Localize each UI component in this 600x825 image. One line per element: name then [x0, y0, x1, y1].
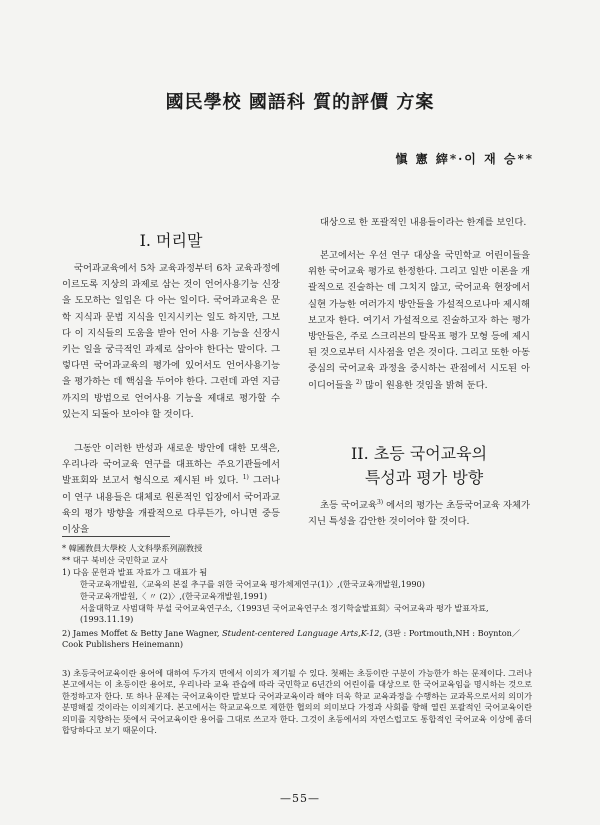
footnote-ref-1: 1) — [242, 474, 249, 482]
section-2-heading-line-2: 특성과 평가 방향 — [364, 468, 484, 487]
footnote-rule — [62, 536, 170, 537]
right-paragraph-2 — [308, 248, 530, 394]
footnote-2 — [62, 628, 532, 651]
footnote-ref-3: 3) — [376, 498, 384, 506]
paragraph-text: 에서의 평가는 초등국어교육 자체가 지닌 특성을 감안한 것이어야 할 것이다. — [308, 500, 530, 528]
right-paragraph-1: 대상으로 한 포괄적인 내용들이라는 한계를 보인다. — [320, 217, 527, 228]
section-2-heading-line-1: II. 초등 국어교육의 — [350, 444, 488, 463]
section-1-paragraph-1: 국어과교육에서 5차 교육과정부터 6차 교육과정에 이르도록 지상의 과제로 삼는 것이 언어사용기능 신장을 도모하는 일임은 다 아는 일이다. 국어과교육은 문학 지식과 문법 지식을 인지시키는 일도 하지만, 그보다 이 지식들의 도움을 받아 언어 사용 기능을 신장시키는 일을 궁극적인 과제로 삼아야 한다는 말이다. 그렇다면 국어과교육의 평가에 있어서도 언어사용기능을 평가하는 데 핵심을 두어야 한다. 그런데 과연 지금까지의 방법으로 언어사용 기능을 제대로 평가할 수 있는지 되돌아 보아야 할 것이다. — [62, 263, 280, 420]
section-2-heading — [308, 442, 530, 490]
paragraph-text: 초등 국어교육 — [320, 500, 377, 511]
section-1-paragraph-2 — [62, 441, 280, 538]
footnote-affiliation-2: ** 대구 북비산 국민학교 교사 — [62, 555, 168, 565]
paragraph-text: 많이 원용한 것임을 밝혀 둔다. — [362, 379, 488, 391]
footnote-1-ref-2: 한국교육개발원,〈 〃 (2)〉,(한국교육개발원,1991) — [80, 591, 268, 601]
paragraph-text: 본고에서는 우선 연구 대상을 국민학교 어린이들을 위한 국어교육 평가로 한정한다. 그리고 일반 이론을 개괄적으로 진술하는 데 그치지 않고, 국어교육 현장에서 실현 가능한 여러가지 방안들을 가설적으로나마 제시해보고자 한다. 여기서 가설적으로 진술하고자 하는 평가방안들은, 주로 스크리븐의 탈목표 평가 모형 등에 제시된 것으로부터 시사점을 얻은 것이다. 그리고 또한 아동 중심의 국어교육 과정을 중시하는 관점에서 시도된 아이디어들을 — [308, 250, 530, 391]
paragraph-text: 그러나 이 연구 내용들은 대체로 원론적인 입장에서 국어과교육의 평가 방향을 개괄적으로 다루든가, 아니면 중등 이상을 — [62, 475, 280, 536]
footnote-1-head: 1) 다음 문헌과 발표 자료가 그 대표가 됨 — [62, 567, 208, 577]
section-2-paragraph-1 — [308, 498, 530, 530]
footnote-ref-2: 2) — [355, 378, 363, 386]
section-1-heading: I. 머리말 — [139, 231, 203, 250]
paper-title: 國民學校 國語科 質的評價 方案 — [165, 92, 435, 113]
footnote-text: 2) James Moffet & Betty Jane Wagner, — [62, 628, 223, 638]
footnote-affiliation-1: * 韓國敎員大學校 人文科學系列副敎授 — [62, 543, 203, 553]
footnote-text: (3판 : Portmouth,NH : Boynton／Cook Publishers Heinemann) — [62, 628, 521, 650]
author-line: 愼 憲 縡*·이 재 승** — [395, 152, 534, 166]
footnote-3: 3) 초등국어교육이란 용어에 대하여 두가지 면에서 이의가 제기될 수 있다. 첫째는 초등이란 구분이 가능한가 하는 문제이다. 그러나 본고에서는 이 초등이란 용어로, 우리나라 교육 관습에 따라 국민학교 6년간의 어린이를 대상으로 한 국어교육임을 명시하는 것으로 한정하고자 한다. 또 하나 문제는 국어교육이란 말보다 국어과교육이라 해야 더욱 학교 교육과정을 수행하는 교과목으로서의 의미가 분명해질 것이라는 이의제기다. 본고에서는 학교교육으로 제한한 협의의 의미보다 가정과 사회를 향해 열린 포괄적인 국어교육이란 의미를 지향하는 뜻에서 국어교육이란 용어를 그대로 쓰고자 한다. 그것이 초등에서의 자연스럽고도 통합적인 국어교육 이상에 좀더 합당하다고 보기 때문이다. — [62, 668, 532, 736]
footnote-1-ref-1: 한국교육개발원,〈교육의 본질 추구를 위한 국어교육 평가체제연구(1)〉,(한국교육개발원,1990) — [80, 579, 425, 589]
footnote-1-ref-3: 서울대학교 사범대학 부설 국어교육연구소,〈1993년 국어교육연구소 정기학술발표회〉국어교육과 평가 발표자료,(1993.11.19) — [80, 603, 489, 625]
book-title: Student-centered Language Arts,K-12, — [222, 628, 382, 638]
page-number: —55— — [280, 792, 320, 805]
paragraph-text: 그동안 이러한 반성과 새로운 방안에 대한 모색은, 우리나라 국어교육 연구를 대표하는 주요기관들에서 발표회와 보고서 형식으로 제시된 바 있다. — [62, 443, 280, 487]
